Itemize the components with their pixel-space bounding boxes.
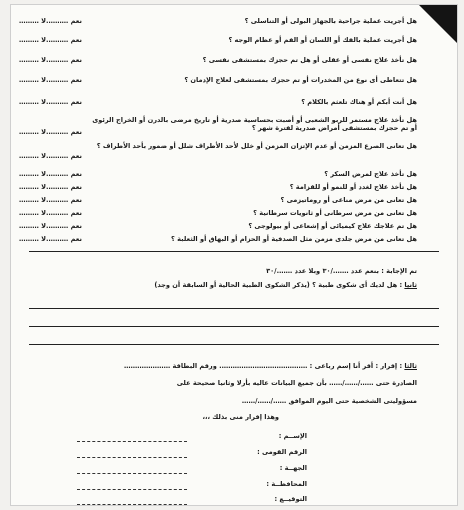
corner-fold xyxy=(419,5,457,43)
signature-label: التوقيــع : xyxy=(274,495,307,503)
yes-no-answer[interactable]: نعم ……….لا ……… xyxy=(19,183,82,191)
yes-no-answer[interactable]: نعم ……….لا ……… xyxy=(19,152,82,160)
yes-no-answer[interactable]: نعم ……….لا ……… xyxy=(19,170,82,178)
question-text: هل تعانى من مرض سرطانى أو ثانويات سرطانية ؟ xyxy=(253,209,417,217)
score-line: تم الإجابة : بنعم عدد ……./٣٠ وبلا عدد ……./٣٠ xyxy=(266,267,417,275)
declaration-line-1 xyxy=(124,362,417,370)
question-text: هل تأخذ علاج لغدد أو للنمو أو للقزامة ؟ xyxy=(289,183,417,191)
section-text: : هل لديك أى شكوى طبية ؟ (يذكر الشكوى الطبية الحالية أو السابقة أن وجد) xyxy=(154,281,403,289)
question-text: هل تأخذ علاج مستمر للربو الشعبى أو أصبت بحساسية صدرية أو تاريخ مرضى بالدرن أو الخراج الرئوى أو تم حجزك بمستشفى أمراض صدرية لفترة شهر ؟ xyxy=(92,116,417,132)
name-field[interactable] xyxy=(77,441,187,442)
yes-no-answer[interactable]: نعم ……….لا ……… xyxy=(19,17,82,25)
national-id-field[interactable] xyxy=(77,457,187,458)
yes-no-answer[interactable]: نعم ……….لا ……… xyxy=(19,98,82,106)
declaration-line-3: مسؤوليتى الشخصية حتى اليوم الموافق ……/……/…… xyxy=(241,397,417,405)
signature-field[interactable] xyxy=(77,504,187,505)
national-id-label: الرقم القومى : xyxy=(257,448,307,456)
form-page xyxy=(10,4,458,506)
complaint-line-2[interactable] xyxy=(29,326,439,327)
yes-no-answer[interactable]: نعم ……….لا ……… xyxy=(19,128,82,136)
question-text: هل تعانى من مرض جلدى مزمن مثل الصدفية أو الحزام أو البهاق أو الثعلبة ؟ xyxy=(171,235,417,243)
question-text: هل تعانى الصرع المزمن أو عدم الإتزان المزمن أو خلل لأحد الأطراف شلل أو ضمور بأحد الأطراف ؟ xyxy=(96,142,417,150)
section-text: : إقرار : أقر أنا إسم رباعى : …………………………………. ورقم البطاقة ………………… xyxy=(124,362,403,370)
yes-no-answer[interactable]: نعم ……….لا ……… xyxy=(19,222,82,230)
governorate-label: المحافظــة : xyxy=(266,480,307,488)
complaint-line-3[interactable] xyxy=(29,344,439,345)
complaint-question xyxy=(154,281,417,289)
entity-field[interactable] xyxy=(77,473,187,474)
yes-no-answer[interactable]: نعم ……….لا ……… xyxy=(19,76,82,84)
governorate-field[interactable] xyxy=(77,489,187,490)
divider xyxy=(29,251,439,252)
question-text: هل تم علاجك علاج كيميائى أو إشعاعى أو بيولوجى ؟ xyxy=(248,222,417,230)
entity-label: الجهــة : xyxy=(279,464,307,472)
name-label: الإســم : xyxy=(278,432,307,440)
question-text: هل تتعاطى أى نوع من المخدرات أو تم حجزك بمستشفى لعلاج الإدمان ؟ xyxy=(184,76,417,84)
question-text: هل أجريت عملية جراحية بالجهاز البولى أو التناسلى ؟ xyxy=(244,17,417,25)
yes-no-answer[interactable]: نعم ……….لا ……… xyxy=(19,36,82,44)
yes-no-answer[interactable]: نعم ……….لا ……… xyxy=(19,209,82,217)
question-text: هل أنت أبكم أو هناك تلعثم بالكلام ؟ xyxy=(301,98,417,106)
declaration-closing: وهذا إقرار منى بذلك ،،، xyxy=(202,413,279,421)
question-text: هل أجريت عملية بالفك أو اللسان أو الفم أو عظام الوجه ؟ xyxy=(228,36,417,44)
yes-no-answer[interactable]: نعم ……….لا ……… xyxy=(19,235,82,243)
section-label: ثالثا xyxy=(404,362,417,370)
complaint-line-1[interactable] xyxy=(29,308,439,309)
question-text: هل تأخذ علاج لمرض السكر ؟ xyxy=(324,170,417,178)
yes-no-answer[interactable]: نعم ……….لا ……… xyxy=(19,56,82,64)
section-label: ثانيا xyxy=(404,281,417,289)
yes-no-answer[interactable]: نعم ……….لا ……… xyxy=(19,196,82,204)
question-text: هل تعانى من مرض مناعى أو روماتيزمى ؟ xyxy=(280,196,417,204)
question-text: هل تأخذ علاج نفسى أو عقلى أو هل تم حجزك بمستشفى نفسى ؟ xyxy=(202,56,417,64)
declaration-line-2: الصادرة حتى ……/……/…… بأن جميع البيانات عاليه بأرلا وثانيا صحيحة على xyxy=(176,379,417,387)
